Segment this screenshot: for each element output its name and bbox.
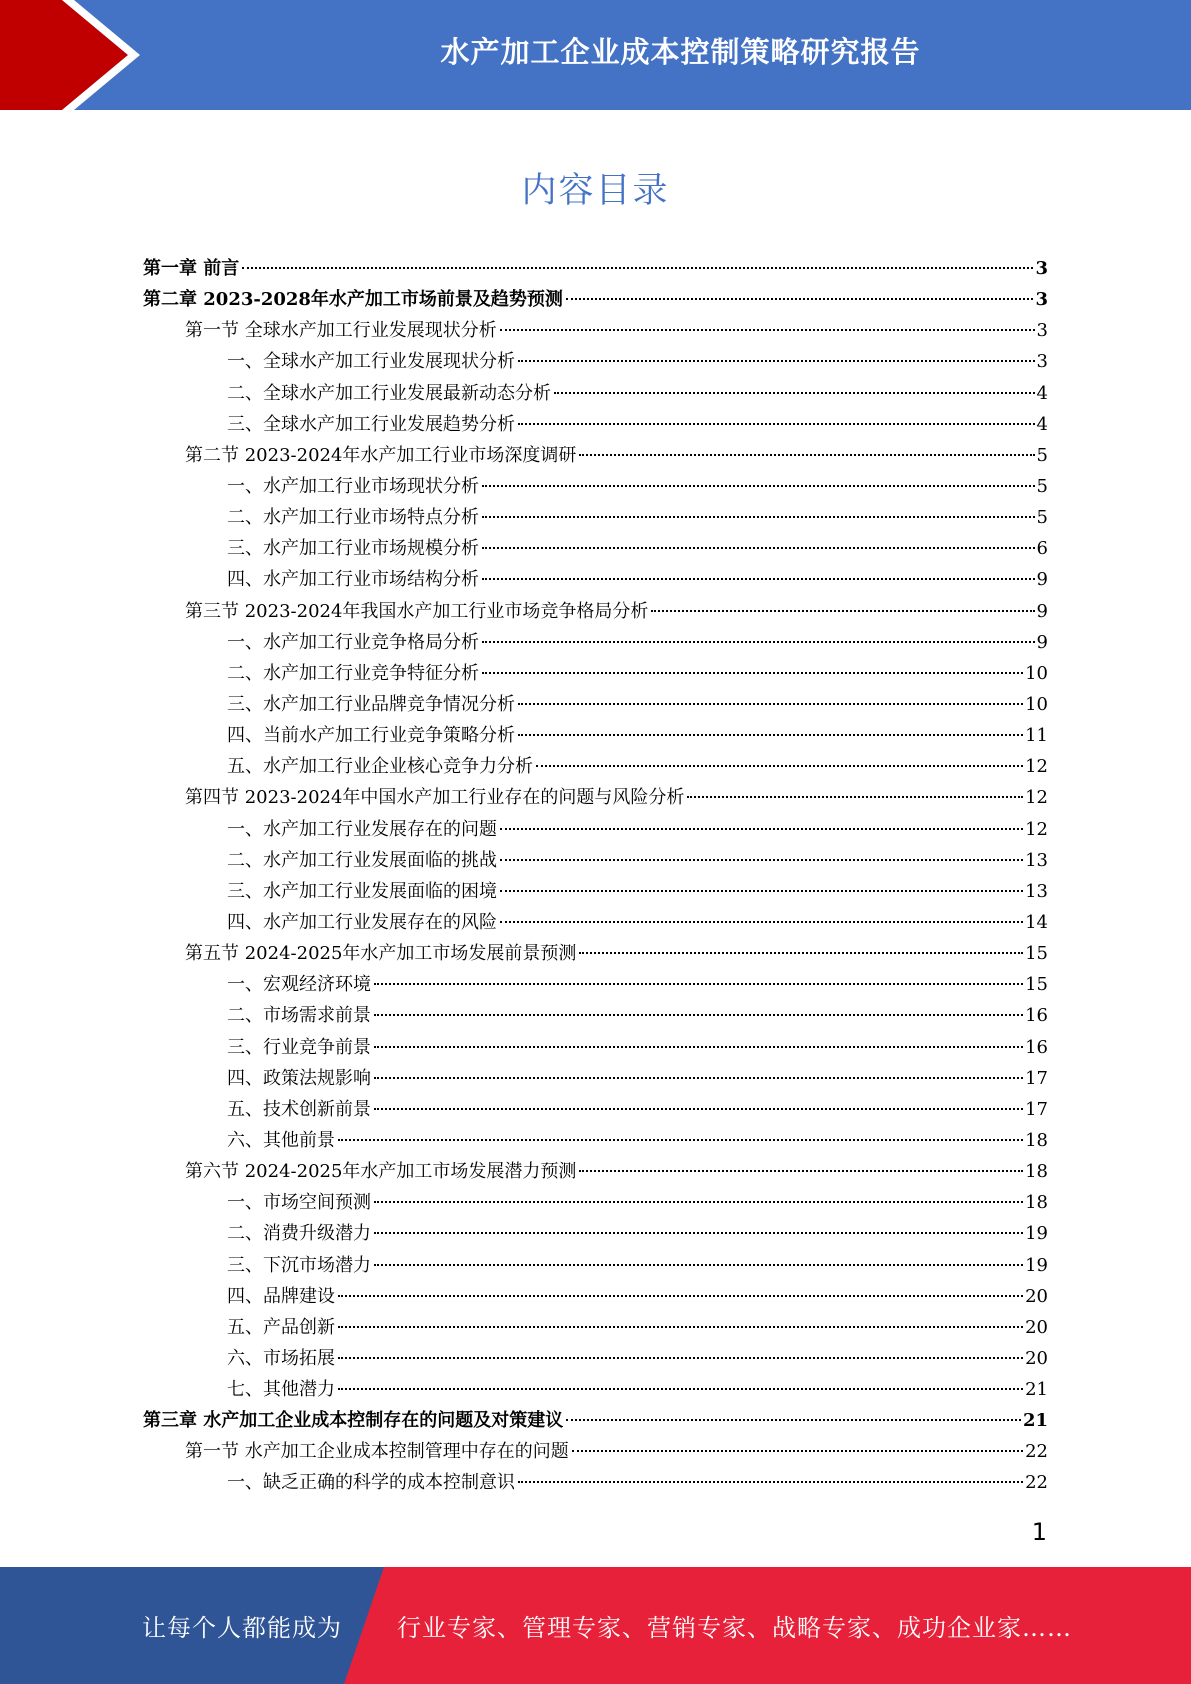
toc-entry[interactable] — [143, 315, 1048, 346]
toc-entry-label: 一、缺乏正确的科学的成本控制意识 — [227, 1472, 515, 1494]
toc-dot-leader — [242, 267, 1033, 269]
toc-entry[interactable] — [143, 751, 1048, 782]
page-footer — [0, 1567, 1191, 1684]
toc-dot-leader — [338, 1295, 1023, 1297]
toc-entry-label: 六、市场拓展 — [227, 1347, 335, 1369]
toc-entry-label: 一、水产加工行业发展存在的问题 — [227, 818, 497, 840]
toc-entry-label: 三、全球水产加工行业发展趋势分析 — [227, 413, 515, 435]
toc-dot-leader — [374, 1232, 1023, 1234]
footer-slogan-right: 行业专家、管理专家、营销专家、战略专家、成功企业家…… — [397, 1614, 1072, 1642]
toc-entry-page: 19 — [1025, 1254, 1048, 1276]
toc-entry-label: 四、品牌建设 — [227, 1285, 335, 1307]
toc-dot-leader — [518, 423, 1035, 425]
toc-dot-leader — [374, 983, 1023, 985]
toc-entry[interactable] — [143, 720, 1048, 751]
toc-entry-page: 14 — [1025, 911, 1048, 933]
toc-entry[interactable] — [143, 782, 1048, 813]
toc-entry[interactable] — [143, 845, 1048, 876]
toc-dot-leader — [482, 641, 1035, 643]
toc-dot-leader — [579, 952, 1023, 954]
toc-entry-page: 4 — [1036, 413, 1048, 435]
toc-entry-label: 一、全球水产加工行业发展现状分析 — [227, 351, 515, 373]
toc-entry[interactable] — [143, 876, 1048, 907]
toc-dot-leader — [500, 890, 1023, 892]
toc-entry-label: 五、技术创新前景 — [227, 1098, 371, 1120]
toc-entry-page: 21 — [1022, 1410, 1048, 1432]
toc-entry-page: 9 — [1036, 569, 1048, 591]
toc-entry-page: 16 — [1025, 1036, 1048, 1058]
toc-entry-label: 二、消费升级潜力 — [227, 1223, 371, 1245]
toc-dot-leader — [518, 703, 1023, 705]
toc-entry-label: 一、宏观经济环境 — [227, 974, 371, 996]
toc-entry-page: 15 — [1025, 974, 1048, 996]
toc-entry[interactable] — [143, 1156, 1048, 1187]
toc-entry-page: 20 — [1025, 1347, 1048, 1369]
toc-dot-leader — [500, 828, 1023, 830]
toc-entry[interactable] — [143, 378, 1048, 409]
toc-entry[interactable] — [143, 1063, 1048, 1094]
toc-entry-label: 四、政策法规影响 — [227, 1067, 371, 1089]
page-number: 1 — [1031, 1518, 1047, 1546]
toc-dot-leader — [554, 392, 1035, 394]
toc-entry-page: 3 — [1036, 320, 1048, 342]
toc-entry-label: 二、水产加工行业发展面临的挑战 — [227, 849, 497, 871]
toc-entry[interactable] — [143, 969, 1048, 1000]
toc-entry-page: 4 — [1036, 382, 1048, 404]
toc-entry-page: 18 — [1025, 1129, 1048, 1151]
toc-entry-label: 第三节 2023-2024年我国水产加工行业市场竞争格局分析 — [185, 600, 649, 622]
toc-entry[interactable] — [143, 938, 1048, 969]
toc-entry-label: 四、水产加工行业发展存在的风险 — [227, 911, 497, 933]
toc-dot-leader — [482, 485, 1035, 487]
toc-dot-leader — [482, 547, 1035, 549]
toc-entry[interactable] — [143, 907, 1048, 938]
toc-entry-label: 六、其他前景 — [227, 1129, 335, 1151]
toc-dot-leader — [338, 1326, 1023, 1328]
toc-entry[interactable] — [143, 564, 1048, 595]
toc-dot-leader — [566, 1419, 1021, 1421]
toc-dot-leader — [536, 765, 1023, 767]
toc-heading: 内容目录 — [521, 171, 670, 211]
toc-entry[interactable] — [143, 1467, 1048, 1498]
toc-entry-label: 四、当前水产加工行业竞争策略分析 — [227, 725, 515, 747]
toc-entry-label: 二、水产加工行业市场特点分析 — [227, 507, 479, 529]
toc-entry-page: 20 — [1025, 1285, 1048, 1307]
toc-entry[interactable] — [143, 1374, 1048, 1405]
toc-dot-leader — [500, 921, 1023, 923]
toc-dot-leader — [500, 329, 1035, 331]
toc-entry-page: 22 — [1025, 1472, 1048, 1494]
toc-entry-label: 五、产品创新 — [227, 1316, 335, 1338]
toc-entry-page: 22 — [1025, 1441, 1048, 1463]
toc-entry-page: 12 — [1025, 787, 1048, 809]
toc-dot-leader — [338, 1139, 1023, 1141]
toc-dot-leader — [374, 1108, 1023, 1110]
toc-entry-page: 13 — [1025, 880, 1048, 902]
toc-dot-leader — [338, 1357, 1023, 1359]
toc-entry-page: 19 — [1025, 1223, 1048, 1245]
toc-entry[interactable] — [143, 1032, 1048, 1063]
toc-entry-page: 21 — [1025, 1379, 1048, 1401]
toc-entry-label: 第六节 2024-2025年水产加工市场发展潜力预测 — [185, 1161, 577, 1183]
toc-entry[interactable] — [143, 1312, 1048, 1343]
chevron-arrow-icon — [0, 0, 160, 110]
toc-entry[interactable] — [143, 502, 1048, 533]
table-of-contents — [143, 253, 1048, 1499]
toc-entry[interactable] — [143, 1436, 1048, 1467]
toc-entry[interactable] — [143, 471, 1048, 502]
toc-dot-leader — [651, 610, 1034, 612]
toc-entry[interactable] — [143, 689, 1048, 720]
toc-entry-label: 一、水产加工行业市场现状分析 — [227, 475, 479, 497]
toc-entry-page: 3 — [1035, 258, 1048, 279]
toc-entry[interactable] — [143, 1000, 1048, 1031]
toc-entry-page: 18 — [1025, 1161, 1048, 1183]
toc-entry-page: 10 — [1025, 693, 1048, 715]
footer-slogan-left: 让每个人都能成为 — [142, 1614, 342, 1642]
toc-entry-page: 16 — [1025, 1005, 1048, 1027]
toc-entry-label: 第一节 水产加工企业成本控制管理中存在的问题 — [185, 1441, 569, 1463]
toc-entry[interactable] — [143, 814, 1048, 845]
toc-entry-label: 三、水产加工行业发展面临的困境 — [227, 880, 497, 902]
toc-entry-page: 9 — [1036, 600, 1048, 622]
toc-dot-leader — [374, 1077, 1023, 1079]
toc-entry-page: 11 — [1025, 725, 1048, 747]
toc-dot-leader — [374, 1014, 1023, 1016]
toc-entry-label: 二、全球水产加工行业发展最新动态分析 — [227, 382, 551, 404]
toc-entry-page: 18 — [1025, 1192, 1048, 1214]
toc-entry-page: 3 — [1036, 351, 1048, 373]
toc-dot-leader — [482, 516, 1035, 518]
toc-entry-page: 17 — [1025, 1098, 1048, 1120]
toc-entry-page: 15 — [1025, 943, 1048, 965]
toc-entry-label: 三、水产加工行业市场规模分析 — [227, 538, 479, 560]
toc-dot-leader — [482, 672, 1023, 674]
toc-entry-label: 四、水产加工行业市场结构分析 — [227, 569, 479, 591]
toc-entry[interactable] — [143, 346, 1048, 377]
toc-entry-label: 三、下沉市场潜力 — [227, 1254, 371, 1276]
toc-dot-leader — [338, 1388, 1023, 1390]
toc-entry-page: 13 — [1025, 849, 1048, 871]
header-title: 水产加工企业成本控制策略研究报告 — [440, 34, 921, 69]
toc-entry[interactable] — [143, 1125, 1048, 1156]
toc-entry[interactable] — [143, 440, 1048, 471]
toc-entry-label: 一、水产加工行业竞争格局分析 — [227, 631, 479, 653]
toc-entry-label: 第一章 前言 — [143, 258, 240, 279]
toc-entry-page: 5 — [1036, 507, 1048, 529]
toc-entry-label: 第三章 水产加工企业成本控制存在的问题及对策建议 — [143, 1410, 564, 1432]
toc-entry[interactable] — [143, 627, 1048, 658]
toc-entry[interactable] — [143, 658, 1048, 689]
toc-entry-label: 二、市场需求前景 — [227, 1005, 371, 1027]
toc-entry-label: 一、市场空间预测 — [227, 1192, 371, 1214]
toc-entry[interactable] — [143, 1218, 1048, 1249]
toc-dot-leader — [500, 859, 1023, 861]
toc-entry-page: 17 — [1025, 1067, 1048, 1089]
toc-entry-page: 9 — [1036, 631, 1048, 653]
toc-entry-page: 10 — [1025, 662, 1048, 684]
toc-entry[interactable] — [143, 1187, 1048, 1218]
toc-dot-leader — [482, 578, 1035, 580]
toc-entry-label: 三、水产加工行业品牌竞争情况分析 — [227, 693, 515, 715]
toc-entry-page: 12 — [1025, 818, 1048, 840]
toc-entry-label: 第一节 全球水产加工行业发展现状分析 — [185, 320, 497, 342]
toc-dot-leader — [518, 734, 1023, 736]
toc-entry-label: 第二节 2023-2024年水产加工行业市场深度调研 — [185, 444, 577, 466]
toc-entry[interactable] — [143, 1094, 1048, 1125]
toc-entry[interactable] — [143, 1250, 1048, 1281]
toc-dot-leader — [566, 298, 1034, 300]
toc-entry[interactable] — [143, 284, 1048, 315]
toc-dot-leader — [374, 1264, 1023, 1266]
toc-dot-leader — [374, 1201, 1023, 1203]
toc-entry-page: 5 — [1036, 444, 1048, 466]
toc-dot-leader — [374, 1046, 1023, 1048]
page-header — [0, 0, 1191, 110]
toc-dot-leader — [687, 796, 1023, 798]
toc-entry[interactable] — [143, 533, 1048, 564]
toc-entry-page: 6 — [1036, 538, 1048, 560]
toc-entry-label: 七、其他潜力 — [227, 1379, 335, 1401]
toc-entry-label: 三、行业竞争前景 — [227, 1036, 371, 1058]
toc-entry-label: 五、水产加工行业企业核心竞争力分析 — [227, 756, 533, 778]
toc-entry[interactable] — [143, 1343, 1048, 1374]
toc-entry-page: 12 — [1025, 756, 1048, 778]
toc-entry-label: 第五节 2024-2025年水产加工市场发展前景预测 — [185, 943, 577, 965]
toc-dot-leader — [518, 1481, 1023, 1483]
toc-entry[interactable] — [143, 253, 1048, 284]
toc-entry[interactable] — [143, 1281, 1048, 1312]
toc-entry-label: 第二章 2023-2028年水产加工市场前景及趋势预测 — [143, 289, 563, 311]
toc-entry-label: 第四节 2023-2024年中国水产加工行业存在的问题与风险分析 — [185, 787, 685, 809]
toc-dot-leader — [572, 1450, 1023, 1452]
toc-entry[interactable] — [143, 596, 1048, 627]
toc-dot-leader — [579, 1170, 1023, 1172]
toc-dot-leader — [518, 360, 1035, 362]
toc-entry-page: 20 — [1025, 1316, 1048, 1338]
toc-entry-page: 5 — [1036, 475, 1048, 497]
toc-entry-page: 3 — [1035, 289, 1048, 311]
toc-entry[interactable] — [143, 1405, 1048, 1436]
toc-dot-leader — [579, 454, 1034, 456]
toc-entry-label: 二、水产加工行业竞争特征分析 — [227, 662, 479, 684]
toc-entry[interactable] — [143, 409, 1048, 440]
